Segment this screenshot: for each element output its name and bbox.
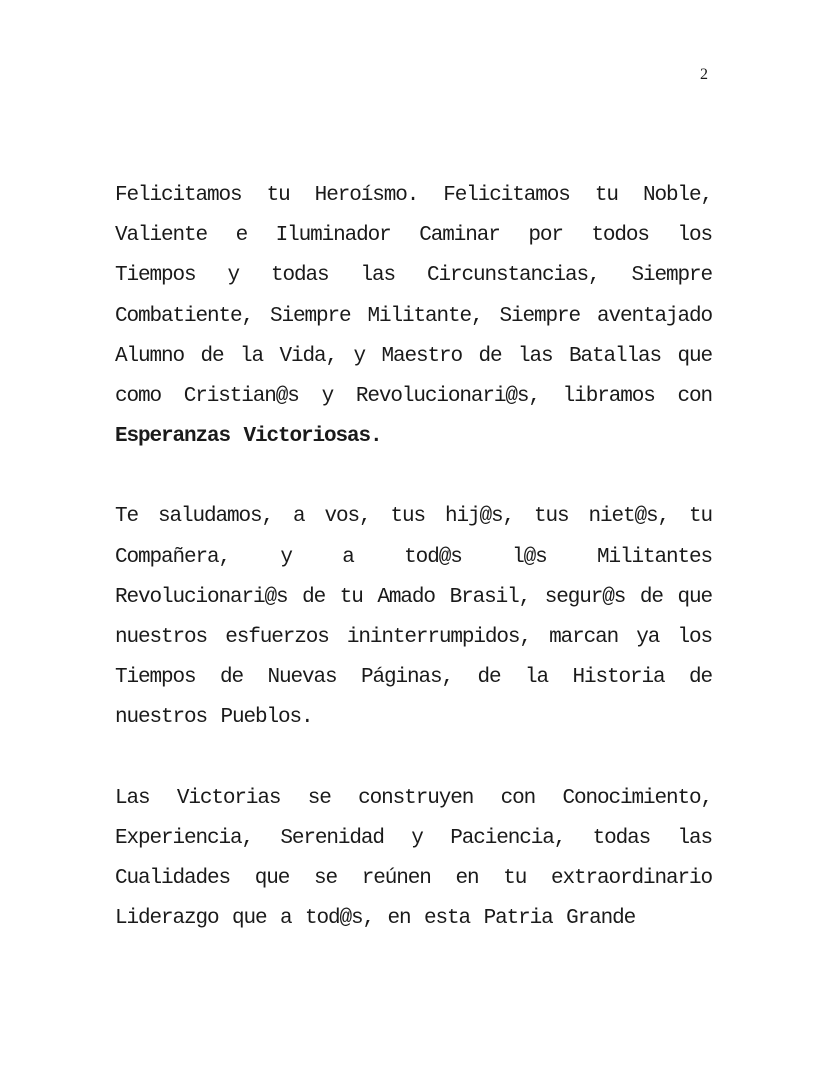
paragraph-text: Las Victorias se construyen con Conocimiento, Experiencia, Serenidad y Paciencia, todas las Cualidades que se reúnen en tu extraordinario Liderazgo que a tod@s, en esta Patria Grande	[115, 786, 712, 931]
letter-body	[115, 176, 712, 979]
paragraph-text: Felicitamos tu Heroísmo. Felicitamos tu Noble, Valiente e Iluminador Caminar por todos los Tiempos y todas las Circunstancias, Siempre Combatiente, Siempre Militante, Siempre aventajado Alumno de la Vida, y Maestro de las Batallas que como Cristian@s y Revolucionari@s, libramos con	[115, 184, 712, 409]
bold-phrase: Esperanzas Victoriosas.	[115, 425, 382, 449]
paragraph-text: Te saludamos, a vos, tus hij@s, tus niet@s, tu Compañera, y a tod@s l@s Militantes Revolucionari@s de tu Amado Brasil, segur@s de que nuestros esfuerzos ininterrumpidos, marcan ya los Tiempos de Nuevas Páginas, de la Historia de nuestros Pueblos.	[115, 505, 712, 730]
paragraph-victories	[115, 779, 712, 940]
page-number: 2	[700, 66, 708, 83]
paragraph-felicitations	[115, 176, 712, 457]
paragraph-greetings	[115, 497, 712, 738]
